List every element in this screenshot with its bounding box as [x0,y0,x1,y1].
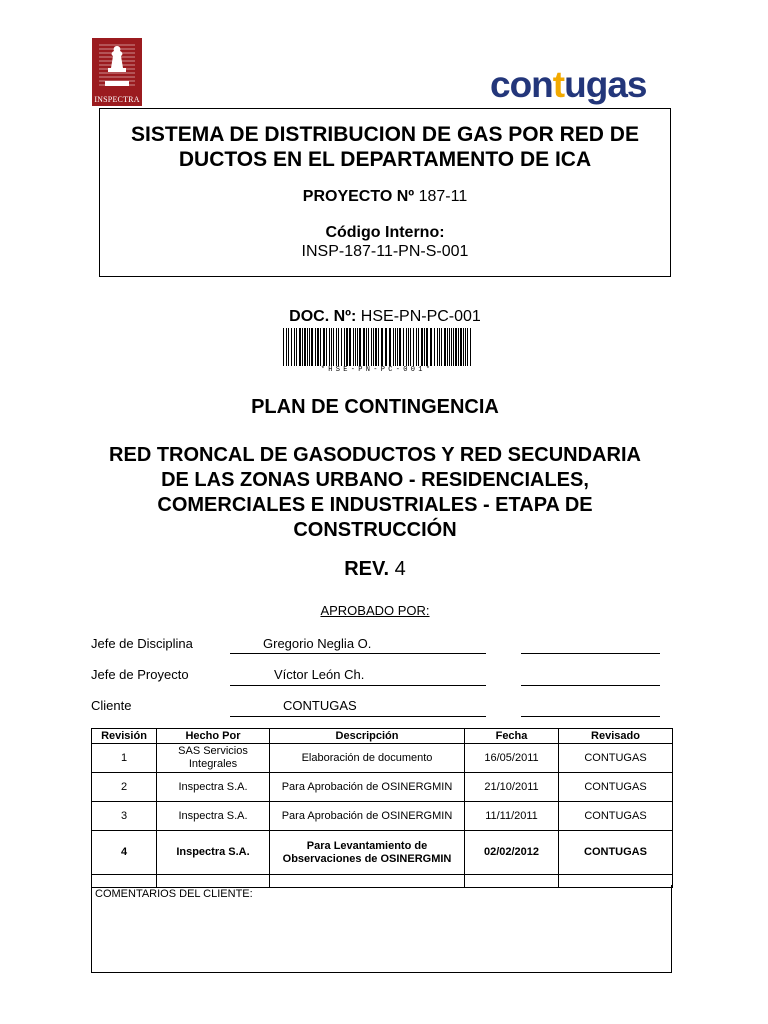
signature-line [230,685,486,686]
client-comments-label: COMENTARIOS DEL CLIENTE: [95,888,253,900]
rev-number: 4 [394,558,406,580]
revision-line [100,558,650,581]
project-line [100,188,670,206]
signature-line [521,653,660,654]
internal-code-label: Código Interno: [325,224,445,241]
signature-line [521,716,660,717]
signature-line [521,685,660,686]
approved-by-heading: APROBADO POR: [320,603,430,618]
table-cell: 2 [92,773,157,802]
table-cell: CONTUGAS [559,831,673,875]
column-header: Descripción [270,729,465,744]
approval-label-discipline: Jefe de Disciplina [91,636,193,651]
barcode-text: *HSE-PN-PC-001* [320,366,434,374]
table-cell: CONTUGAS [559,744,673,773]
table-row [92,831,673,875]
table-cell: 02/02/2012 [465,831,559,875]
table-cell: 3 [92,802,157,831]
column-header: Revisión [92,729,157,744]
table-cell: Para Aprobación de OSINERGMIN [270,802,465,831]
contugas-wordmark: contugas [490,64,647,105]
approval-label-client: Cliente [91,698,132,713]
table-cell: Elaboración de documento [270,744,465,773]
table-cell: Para Levantamiento de Observaciones de OSINERGMIN [270,831,465,875]
plan-title: PLAN DE CONTINGENCIA [251,396,499,418]
approval-value-project: Víctor León Ch. [274,667,365,682]
revision-table [91,728,673,888]
table-cell: SAS Servicios Integrales [157,744,270,773]
approval-label-project: Jefe de Proyecto [91,667,189,682]
table-header-row [92,729,673,744]
project-label: PROYECTO Nº [302,188,415,205]
inspectra-logo [92,38,142,106]
signature-line [230,653,486,654]
table-cell: CONTUGAS [559,773,673,802]
table-cell: 11/11/2011 [465,802,559,831]
column-header: Hecho Por [157,729,270,744]
inspectra-logo-caption: INSPECTRA [94,95,140,104]
table-cell: Inspectra S.A. [157,802,270,831]
table-row [92,802,673,831]
table-row [92,744,673,773]
contugas-logo [490,64,665,108]
table-cell: 1 [92,744,157,773]
approval-value-client: CONTUGAS [283,698,357,713]
signature-line [230,716,486,717]
table-cell: 21/10/2011 [465,773,559,802]
chess-piece-icon [95,41,139,91]
table-cell: Inspectra S.A. [157,773,270,802]
table-cell: CONTUGAS [559,802,673,831]
column-header: Revisado [559,729,673,744]
doc-label: DOC. Nº: [289,308,357,325]
table-cell: 4 [92,831,157,875]
internal-code: INSP-187-11-PN-S-001 [301,243,469,260]
table-row [92,773,673,802]
project-number: 187-11 [418,188,468,205]
table-cell: Para Aprobación de OSINERGMIN [270,773,465,802]
document-subtitle: RED TRONCAL DE GASODUCTOS Y RED SECUNDARIA DE LAS ZONAS URBANO - RESIDENCIALES, COMERCIALES E INDUSTRIALES - ETAPA DE CONSTRUCCIÓN [109,444,641,541]
barcode [283,328,471,368]
rev-label: REV. [344,558,390,580]
table-cell: Inspectra S.A. [157,831,270,875]
doc-number-line [100,308,670,326]
doc-number: HSE-PN-PC-001 [360,308,481,325]
approval-value-discipline: Gregorio Neglia O. [263,636,372,651]
table-cell: 16/05/2011 [465,744,559,773]
main-title: SISTEMA DE DISTRIBUCION DE GAS POR RED DE DUCTOS EN EL DEPARTAMENTO DE ICA [131,123,639,171]
column-header: Fecha [465,729,559,744]
